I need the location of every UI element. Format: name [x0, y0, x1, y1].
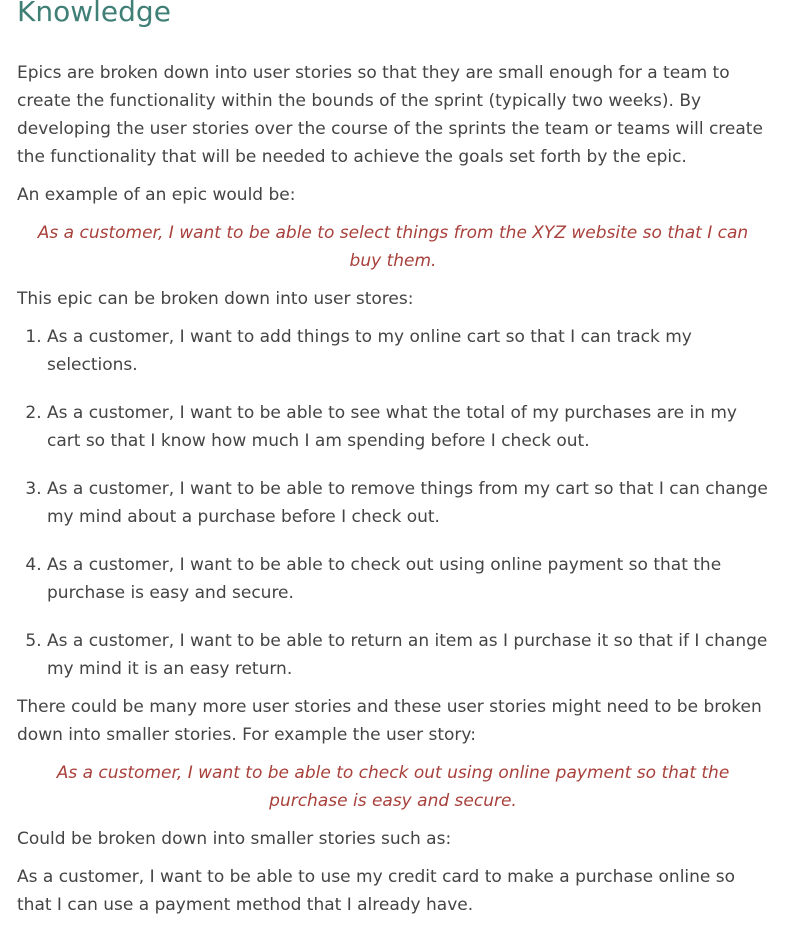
smaller-story-paragraph: As a customer, I want to be able to use my credit card to make a purchase online so that I can use a payment method that I already have. — [17, 867, 736, 915]
story-quote: As a customer, I want to be able to check out using online payment so that the purchase is easy and secure. — [56, 763, 730, 811]
epic-quote: As a customer, I want to be able to select things from the XYZ website so that I can buy them. — [37, 223, 749, 271]
breakdown-lead-paragraph: This epic can be broken down into user stores: — [17, 289, 414, 309]
intro-paragraph: Epics are broken down into user stories so that they are small enough for a team to create the functionality within the bounds of the sprint (typically two weeks). By developing the user stories over the course of the sprints the team or teams will create the functionality that will be needed to achieve the goals set forth by the epic. — [17, 63, 763, 167]
article-body — [17, 59, 769, 929]
list-item: 5. As a customer, I want to be able to return an item as I purchase it so that if I change my mind it is an easy return. — [47, 627, 769, 683]
page-title: Knowledge — [17, 0, 171, 28]
list-item: 1. As a customer, I want to add things to my online cart so that I can track my selections. — [47, 323, 769, 379]
list-item: 4. As a customer, I want to be able to check out using online payment so that the purchase is easy and secure. — [47, 551, 769, 607]
list-item: 3. As a customer, I want to be able to remove things from my cart so that I can change my mind about a purchase before I check out. — [47, 475, 769, 531]
example-lead-paragraph: An example of an epic would be: — [17, 185, 296, 205]
user-stories-list — [17, 323, 769, 683]
list-item: 2. As a customer, I want to be able to see what the total of my purchases are in my cart so that I know how much I am spending before I check out. — [47, 399, 769, 455]
smaller-lead-paragraph: Could be broken down into smaller stories such as: — [17, 829, 452, 849]
more-stories-paragraph: There could be many more user stories and these user stories might need to be broken down into smaller stories. For example the user story: — [17, 697, 762, 745]
